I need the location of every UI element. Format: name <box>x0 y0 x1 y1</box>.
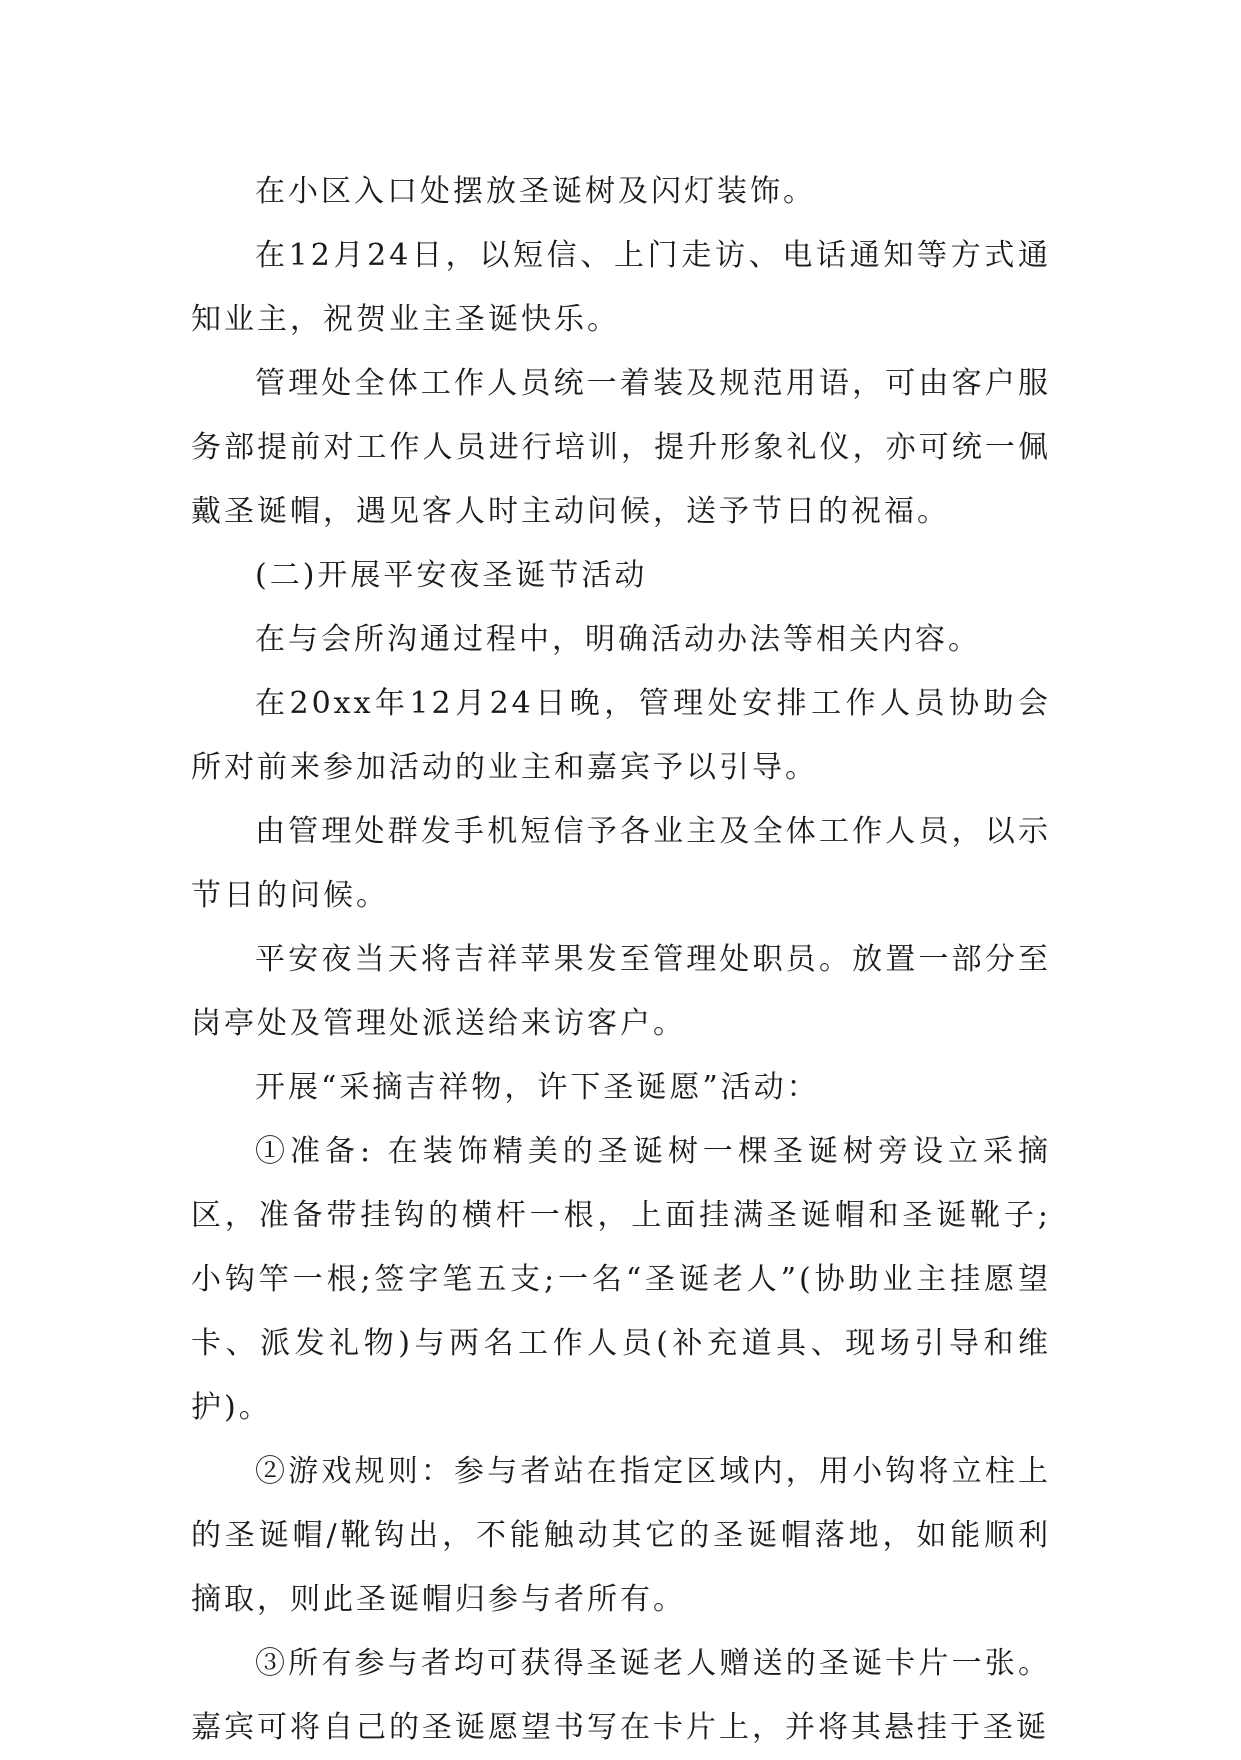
paragraph-6: 在20xx年12月24日晚，管理处安排工作人员协助会所对前来参加活动的业主和嘉宾予以引导。 <box>191 686 1051 785</box>
paragraph-12: ③所有参与者均可获得圣诞老人赠送的圣诞卡片一张。嘉宾可将自己的圣诞愿望书写在卡片上，并将其悬挂于圣诞 <box>191 1646 1051 1745</box>
paragraph-3: 管理处全体工作人员统一着装及规范用语，可由客户服务部提前对工作人员进行培训，提升形象礼仪，亦可统一佩戴圣诞帽，遇见客人时主动问候，送予节日的祝福。 <box>191 366 1051 529</box>
paragraph-2: 在12月24日，以短信、上门走访、电话通知等方式通知业主，祝贺业主圣诞快乐。 <box>191 238 1051 337</box>
paragraph-8: 平安夜当天将吉祥苹果发至管理处职员。放置一部分至岗亭处及管理处派送给来访客户。 <box>191 942 1051 1041</box>
document-body <box>191 160 1051 1760</box>
paragraph-10: ①准备: 在装饰精美的圣诞树一棵圣诞树旁设立采摘区，准备带挂钩的横杆一根，上面挂满圣诞帽和圣诞靴子;小钩竿一根;签字笔五支;一名“圣诞老人”(协助业主挂愿望卡、派发礼物)与两名工作人员(补充道具、现场引导和维护)。 <box>191 1134 1051 1425</box>
paragraph-7: 由管理处群发手机短信予各业主及全体工作人员，以示节日的问候。 <box>191 814 1051 913</box>
paragraph-1: 在小区入口处摆放圣诞树及闪灯装饰。 <box>255 174 816 209</box>
paragraph-11: ②游戏规则：参与者站在指定区域内，用小钩将立柱上的圣诞帽/靴钩出，不能触动其它的圣诞帽落地，如能顺利摘取，则此圣诞帽归参与者所有。 <box>191 1454 1051 1617</box>
paragraph-9: 开展“采摘吉祥物，许下圣诞愿”活动： <box>255 1070 820 1105</box>
paragraph-5: 在与会所沟通过程中，明确活动办法等相关内容。 <box>255 622 981 657</box>
section-heading: (二)开展平安夜圣诞节活动 <box>255 558 648 593</box>
